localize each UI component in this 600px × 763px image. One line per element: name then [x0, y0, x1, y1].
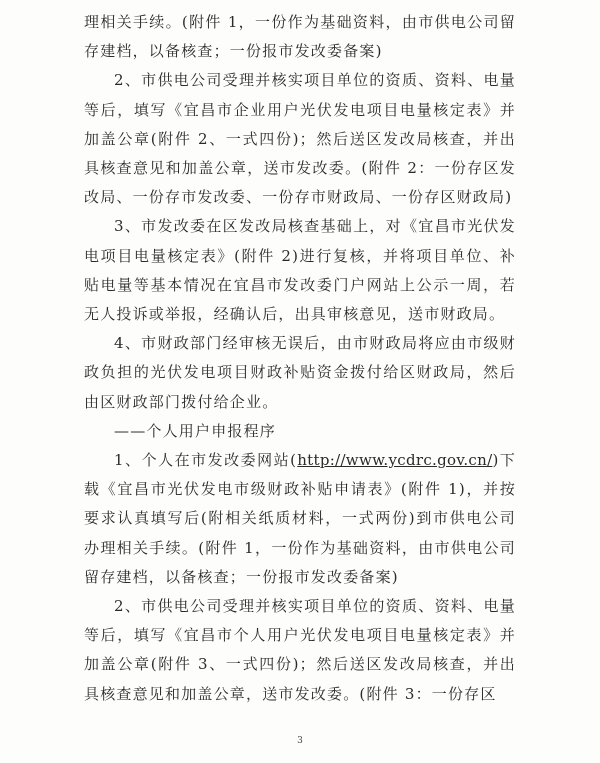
paragraph-step-2-enterprise: 2、市供电公司受理并核实项目单位的资质、资料、电量等后，填写《宜昌市企业用户光伏发电项目电量核定表》并加盖公章(附件 2、一式四份)；然后送区发改局核查，并出具核查意见和加盖公章，送市发改委。(附件 2：一份存区发改局、一份存市发改委、一份存市财政局、一份存区财政局) [84, 71, 516, 207]
paragraph-step-2-individual: 2、市供电公司受理并核实项目单位的资质、资料、电量等后，填写《宜昌市个人用户光伏发电项目电量核定表》并加盖公章(附件 3、一式四份)；然后送区发改局核查，并出具核查意见和加盖公章，送市发改委。(附件 3：一份存区 [84, 597, 516, 703]
paragraph-continuation: 理相关手续。(附件 1，一份作为基础资料，由市供电公司留存建档，以备核查；一份报市发改委备案) [84, 13, 516, 61]
paragraph-step-1-individual [84, 446, 516, 592]
paragraph-step-4-enterprise: 4、市财政部门经审核无误后，由市财政局将应由市级财政负担的光伏发电项目财政补贴资金拨付给区财政局，然后由区财政部门拨付给企业。 [84, 334, 516, 411]
paragraph-text-before-link: 1、个人在市发改委网站( [114, 451, 298, 470]
paragraph-text-after-link: )下载《宜昌市光伏发电市级财政补贴申请表》(附件 1)，并按要求认真填写后(附相关纸质材料，一式两份)到市供电公司办理相关手续。(附件 1，一份作为基础资料，由市供电公司留存建档，以备核查；一份报市发改委备案) [84, 451, 516, 586]
document-body [84, 8, 516, 709]
section-heading-individual: ——个人用户申报程序 [114, 421, 277, 440]
website-link[interactable]: http://www.ycdrc.gov.cn/ [297, 451, 493, 470]
paragraph-step-3-enterprise: 3、市发改委在区发改局核查基础上，对《宜昌市光伏发电项目电量核定表》(附件 2)进行复核，并将项目单位、补贴电量等基本情况在宜昌市发改委门户网站上公示一周，若无人投诉或举报，经确认后，出具审核意见，送市财政局。 [84, 217, 516, 324]
page-number: 3 [297, 736, 303, 746]
